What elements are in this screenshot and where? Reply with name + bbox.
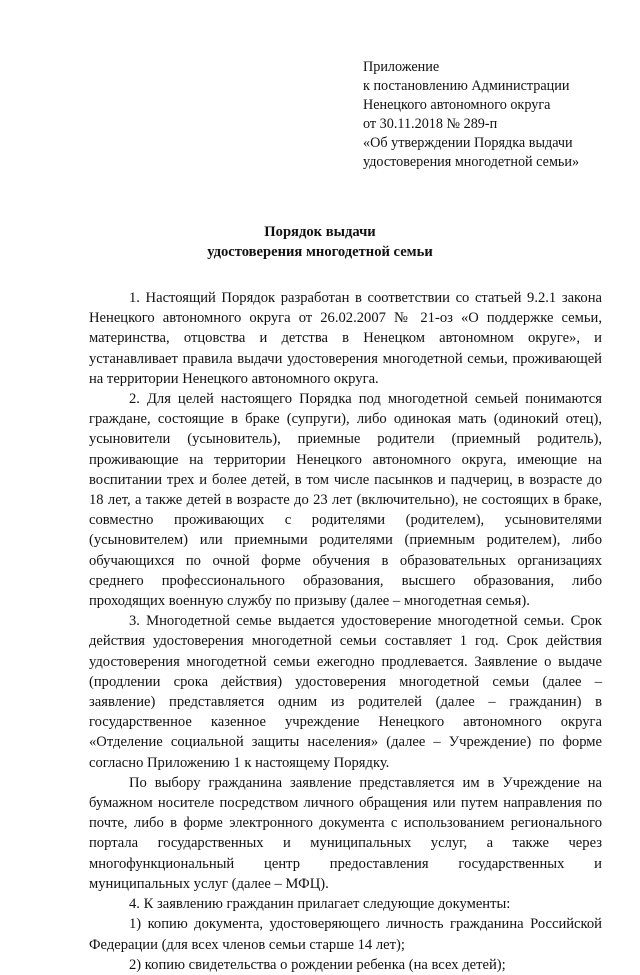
paragraph-4: 4. К заявлению гражданин прилагает следующие документы:	[129, 896, 511, 913]
appendix-line: от 30.11.2018 № 289-п	[363, 116, 498, 132]
appendix-line: к постановлению Администрации	[363, 78, 570, 94]
list-item-2: 2) копию свидетельства о рождении ребенка (на всех детей);	[129, 956, 506, 973]
document-body	[89, 288, 602, 975]
appendix-note	[363, 58, 623, 172]
title-line-1: Порядок выдачи	[264, 224, 376, 240]
appendix-line: «Об утверждении Порядка выдачи	[363, 135, 573, 151]
paragraph-2: 2. Для целей настоящего Порядка под многодетной семьей понимаются граждане, состоящие в браке (супруги), либо одинокая мать (одинокий отец), усыновители (усыновитель), приемные родители (приемный родитель), проживающие на территории Ненецкого автономного округа, имеющие на воспитании трех и более детей, в том числе пасынков и падчериц, в возрасте до 18 лет, а также детей в возрасте до 23 лет (включительно), не состоящих в браке, совместно проживающих с родителями (родителем), усыновителями (усыновителем) или приемными родителями (приемным родителем), либо обучающихся по очной форме обучения в образовательных организациях среднего профессионального образования, высшего образования, либо проходящих военную службу по призыву (далее – многодетная семья).	[89, 391, 602, 610]
paragraph-3: 3. Многодетной семье выдается удостоверение многодетной семьи. Срок действия удостоверения многодетной семьи составляет 1 год. Срок действия удостоверения многодетной семьи ежегодно продлевается. Заявление о выдаче (продлении срока действия) удостоверения многодетной семьи (далее – заявление) представляется одним из родителей (далее – гражданин) в государственное казенное учреждение Ненецкого автономного округа «Отделение социальной защиты населения» (далее – Учреждение) по форме согласно Приложению 1 к настоящему Порядку.	[89, 613, 602, 771]
title-line-2: удостоверения многодетной семьи	[207, 244, 433, 260]
paragraph-3-continued: По выбору гражданина заявление представляется им в Учреждение на бумажном носителе посредством личного обращения или путем направления по почте, либо в форме электронного документа с использованием регионального портала государственных и муниципальных услуг, а также через многофункциональный центр предоставления государственных и муниципальных услуг (далее – МФЦ).	[89, 774, 602, 892]
appendix-line: удостоверения многодетной семьи»	[363, 154, 580, 170]
list-item-1: 1) копию документа, удостоверяющего личность гражданина Российской Федерации (для всех членов семьи старше 14 лет);	[89, 916, 602, 953]
appendix-line: Приложение	[363, 59, 440, 75]
paragraph-1: 1. Настоящий Порядок разработан в соответствии со статьей 9.2.1 закона Ненецкого автономного округа от 26.02.2007 № 21-оз «О поддержке семьи, материнства, отцовства и детства в Ненецком автономном округе», и устанавливает правила выдачи удостоверения многодетной семьи, проживающей на территории Ненецкого автономного округа.	[89, 290, 602, 387]
appendix-line: Ненецкого автономного округа	[363, 97, 551, 113]
document-title	[0, 222, 640, 262]
